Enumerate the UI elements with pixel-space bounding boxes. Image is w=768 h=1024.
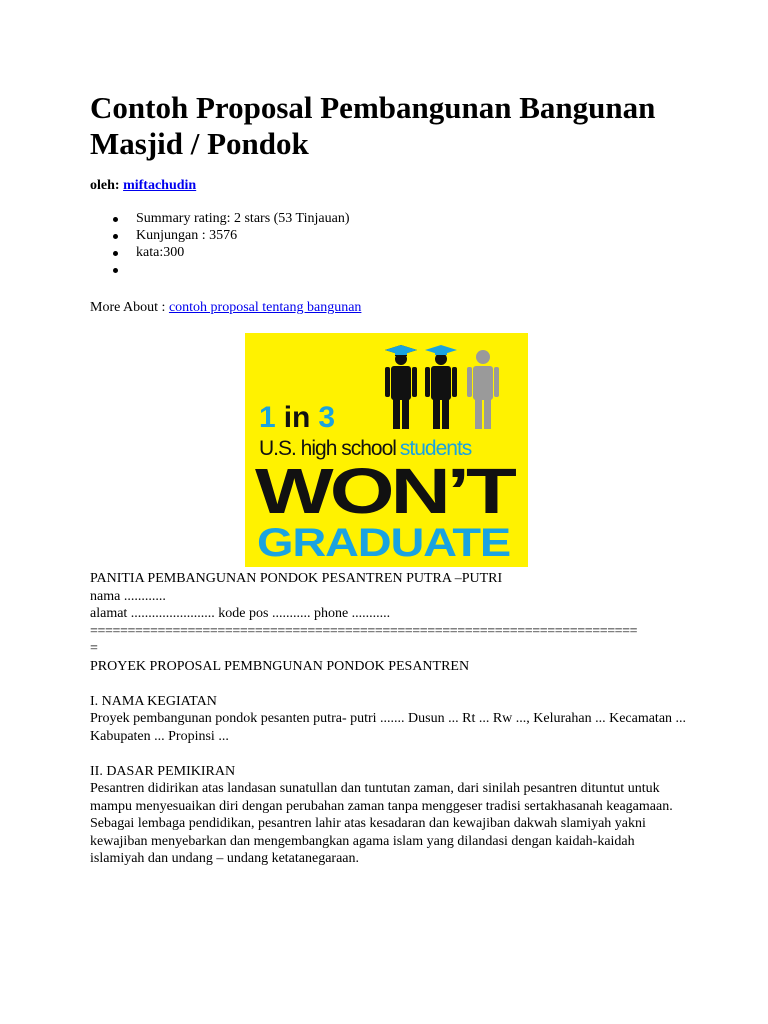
- meta-list: [90, 210, 350, 278]
- section-heading: II. DASAR PEMIKIRAN: [90, 763, 236, 779]
- poster-line2a: U.S. high school: [259, 437, 396, 460]
- bullet-icon: [113, 268, 118, 273]
- more-about-label: More About :: [90, 300, 166, 315]
- author-link[interactable]: miftachudin: [123, 178, 197, 193]
- list-item: [90, 261, 350, 278]
- rating-text: Summary rating: 2 stars (53 Tinjauan): [136, 211, 350, 226]
- list-item: [90, 244, 350, 261]
- section-heading: I. NAMA KEGIATAN: [90, 693, 217, 709]
- poster-in: in: [283, 401, 311, 434]
- more-about-link[interactable]: contoh proposal tentang bangunan: [168, 300, 362, 315]
- page-title: Contoh Proposal Pembangunan Bangunan Masjid / Pondok: [90, 90, 656, 161]
- bullet-icon: [113, 234, 118, 239]
- address-line: alamat ........................ kode pos ........... phone ...........: [90, 606, 391, 621]
- graduation-poster: [245, 333, 528, 567]
- list-item: [90, 210, 350, 227]
- poster-line2b: students: [399, 437, 472, 460]
- poster-line4: GRADUATE: [257, 521, 511, 565]
- project-title: PROYEK PROPOSAL PEMBNGUNAN PONDOK PESANTREN: [90, 658, 470, 674]
- section-text: Proyek pembangunan pondok pesanten putra- putri ....... Dusun ... Rt ... Rw ..., Kelurahan ... Kecamatan ... Kabupaten ... Propinsi ...: [90, 711, 687, 744]
- name-line: nama ............: [90, 588, 166, 604]
- poster-line3: WON’T: [255, 455, 517, 527]
- separator-end: =: [90, 641, 98, 656]
- poster-graphic: [245, 333, 528, 567]
- byline-label: oleh:: [90, 178, 120, 193]
- section-text: Pesantren didirikan atas landasan sunatullan dan tuntutan zaman, dari sinilah pesantren dituntut untuk mampu menyesuaikan diri dengan perubahan zaman tanpa menggeser tradisi sertakhasanah keagamaan.: [90, 781, 673, 814]
- org-line: PANITIA PEMBANGUNAN PONDOK PESANTREN PUTRA –PUTRI: [90, 571, 503, 586]
- byline: [90, 177, 196, 195]
- poster-num2: 3: [318, 401, 336, 434]
- word-count-text: kata:300: [136, 245, 185, 260]
- list-item: [90, 227, 350, 244]
- bullet-icon: [113, 217, 118, 222]
- visits-text: Kunjungan : 3576: [136, 228, 238, 243]
- more-about: [90, 299, 361, 317]
- proposal-body: [90, 570, 690, 868]
- section-text: Sebagai lembaga pendidikan, pesantren lahir atas kesadaran dan kewajiban dakwah slamiyah yakni kewajiban menyebarkan dan mengembangkan agama islam yang dilandasi dengan kaidah-kaidah islamiyah dan undang – undang ketatanegaraan.: [90, 816, 646, 866]
- separator-line: =========================================================================: [90, 623, 638, 639]
- poster-num: 1: [259, 401, 276, 434]
- svg-text:1in3: [259, 401, 335, 434]
- bullet-icon: [113, 251, 118, 256]
